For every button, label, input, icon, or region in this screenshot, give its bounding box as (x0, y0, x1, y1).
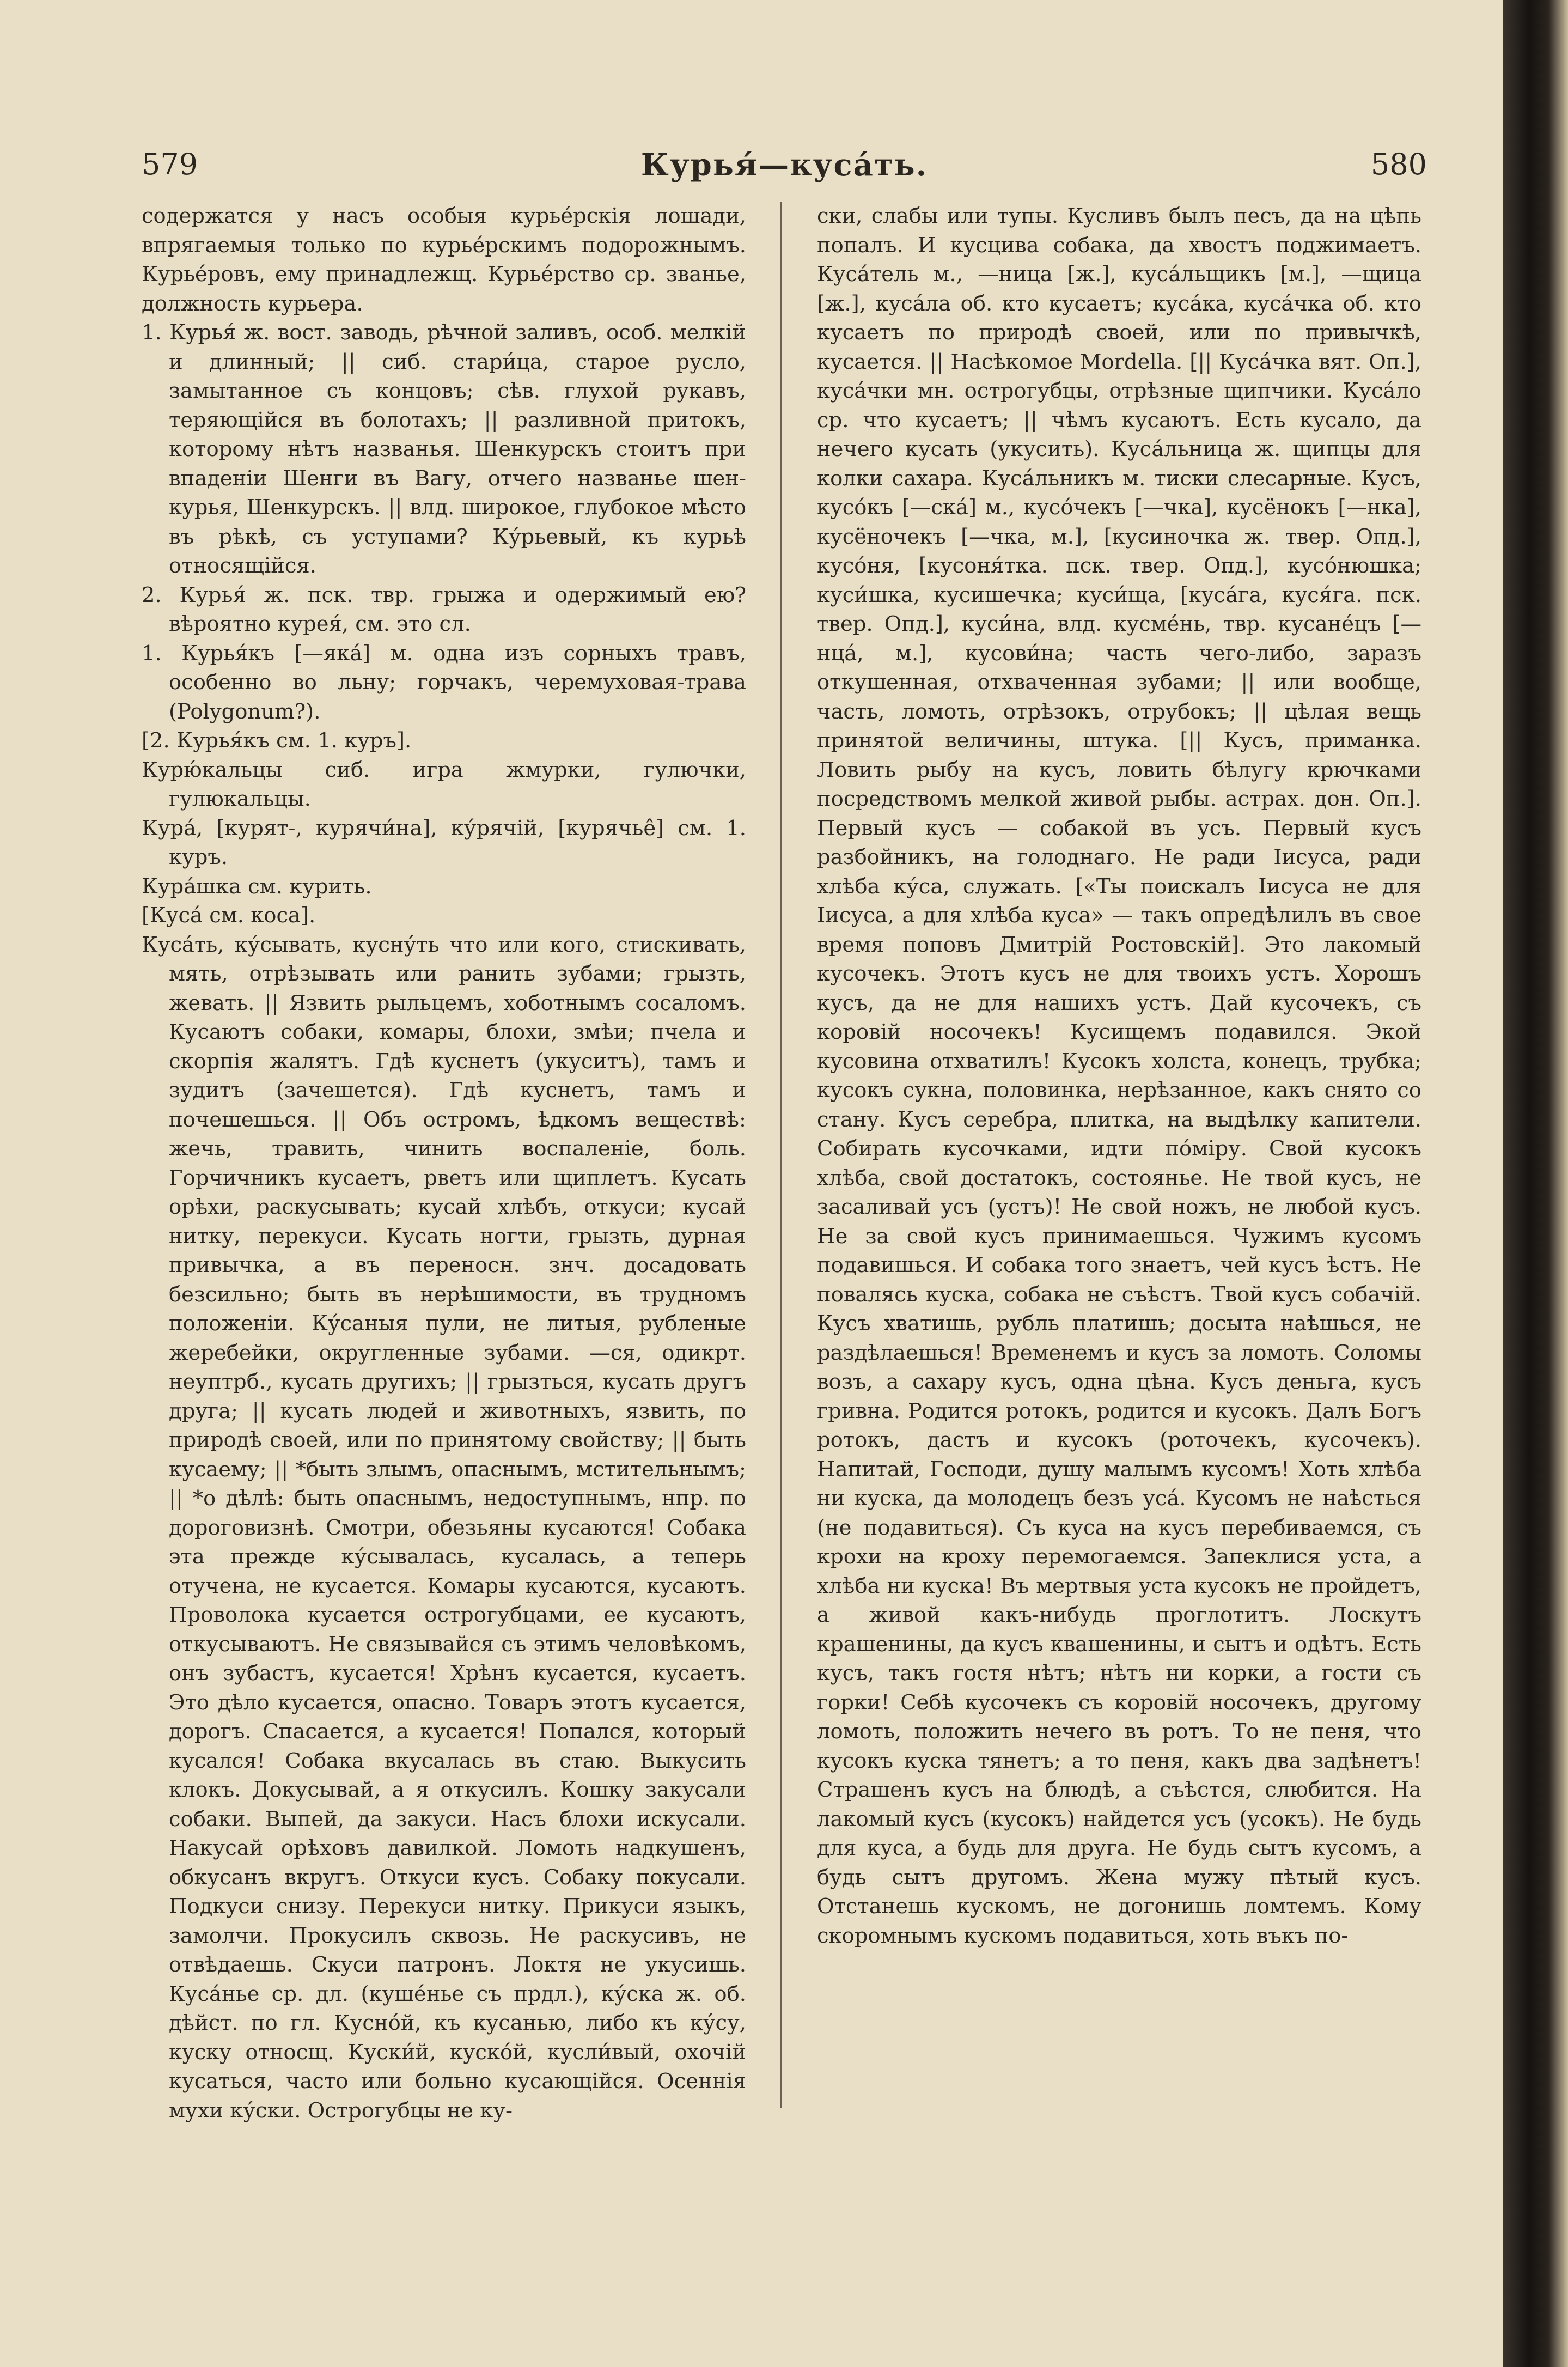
entry-kusat-continued: ски, слабы или тупы. Кусливъ былъ песъ, да на цѣпь попалъ. И кусцива собака, да хвостъ поджимаетъ. Куса́тель м., —ница [ж.], куса́льщикъ [м.], —щица [ж.], куса́ла об. кто кусаетъ; куса́ка, куса́чка об. кто кусаетъ по природѣ своей, или по привычкѣ, кусается. || Насѣкомое Mordella. [|| Куса́чка вят. Оп.], куса́чки мн. острогубцы, отрѣзные щипчики. Куса́ло ср. что кусаетъ; || чѣмъ кусаютъ. Есть кусало, да нечего кусать (укусить). Куса́льница ж. щипцы для колки сахара. Куса́льникъ м. тиски слесарные. Кусъ, кусо́къ [—ска́] м., кусо́чекъ [—чка], кусёнокъ [—нка], кусёночекъ [—чка, м.], [кусинoчка ж. твер. Опд.], кусо́ня, [кусоня́тка. пск. твер. Опд.], кусо́нюшка; куси́шка, кусишечка; куси́ща, [куса́га, куся́га. пск. твер. Опд.], куси́на, влд. кусме́нь, твр. кусане́цъ [—нца́, м.], кусови́на; часть чего-либо, заразъ откушенная, отхваченная зубами; || или вообще, часть, ломоть, отрѣзокъ, отрубокъ; || цѣлая вещь принятой величины, штука. [|| Кусъ, приманка. Ловить рыбу на кусъ, ловить бѣлугу крючками посредствомъ мелкой живой рыбы. астрах. дон. Оп.]. Первый кусъ — собакой въ усъ. Первый кусъ разбойникъ, на голоднаго. Не ради Іисуса, ради хлѣба ку́са, служать. [«Ты поискалъ Іисуса не для Іисуса, а для хлѣба куса» — такъ опредѣлилъ въ свое время поповъ Дмитрій Ростовскій]. Это лакомый кусочекъ. Этотъ кусъ не для твоихъ устъ. Хорошъ кусъ, да не для нашихъ устъ. Дай кусочекъ, съ коровій носочекъ! Кусищемъ подавился. Экой кусовина отхватилъ! Кусокъ холста, конецъ, трубка; кусокъ сукна, половинка, нерѣзанное, какъ снято со стану. Кусъ серебра, плитка, на выдѣлку капители. Собирать кусочками, идти по́міру. Свой кусокъ хлѣба, свой достатокъ, состоянье. Не твой кусъ, не засаливай усъ (устъ)! Не свой ножъ, не любой кусъ. Не за свой кусъ принимаешься. Чужимъ кусомъ подавишься. И собака того знаетъ, чей кусъ ѣстъ. Не повалясь куска, собака не съѣстъ. Твой кусъ собачій. Кусъ хватишь, рубль платишь; досыта наѣшься, не раздѣлаешься! Временемъ и кусъ за ломоть. Соломы возъ, а сахару кусъ, одна цѣна. Кусъ деньга, кусъ гривна. Родится ротокъ, родится и кусокъ. Далъ Богъ ротокъ, дастъ и кусокъ (роточекъ, кусочекъ). Напитай, Господи, душу малымъ кусомъ! Хоть хлѣба ни куска, да молодецъ безъ уса́. Кусомъ не наѣсться (не подавиться). Съ куса на кусъ перебиваемся, съ крохи на кроху перемогаемся. Запеклися уста, а хлѣба ни куска! Въ мертвыя уста кусокъ не пройдетъ, а живой какъ-нибудь проглотитъ. Лоскутъ крашенины, да кусъ квашенины, и сытъ и одѣтъ. Есть кусъ, такъ гостя нѣтъ; нѣтъ ни корки, а гости съ горки! Себѣ кусочекъ съ коровій носочекъ, другому ломоть, положить нечего въ ротъ. То не пеня, что кусокъ куска тянетъ; а то пеня, какъ два задѣнетъ! Страшенъ кусъ на блюдѣ, а съѣстся, слюбится. На лакомый кусъ (кусокъ) найдется усъ (усокъ). Не будь для куса, а будь для друга. Не будь сытъ кусомъ, а будь сытъ другомъ. Жена мужу пѣтый кусъ. Отстанешь кускомъ, не догонишь ломтемъ. Кому скоромнымъ кускомъ подавиться, хоть въкъ по- (817, 204, 1421, 1948)
page-header (142, 136, 1427, 185)
right-page-number: 580 (1370, 147, 1427, 181)
entry-kuryak-2: [2. Курья́къ см. 1. куръ]. (142, 728, 412, 753)
entry-kusat: Куса́ть, ку́сывать, кусну́ть что или кого, стискивать, мять, отрѣзывать или ранить зубами; грызть, жевать. || Язвить рыльцемъ, хоботнымъ сосаломъ. Кусаютъ собаки, комары, блохи, змѣи; пчела и скорпія жалятъ. Гдѣ куснетъ (укуситъ), тамъ и зудитъ (зачешется). Гдѣ куснетъ, тамъ и почешешься. || Объ остромъ, ѣдкомъ веществѣ: жечь, травить, чинить воспаленіе, боль. Горчичникъ кусаетъ, рветъ или щиплетъ. Кусать орѣхи, раскусывать; кусай хлѣбъ, откуси; кусай нитку, перекуси. Кусать ногти, грызть, дурная привычка, а въ переносн. знч. досадовать безсильно; быть въ нерѣшимости, въ трудномъ положеніи. Ку́саныя пули, не литыя, рубленые жеребейки, округленные зубами. —ся, одикрт. неуптрб., кусать другихъ; || грызться, кусать другъ друга; || кусать людей и животныхъ, язвить, по природѣ своей, или по принятому свойству; || быть кусаему; || *быть злымъ, опаснымъ, мстительнымъ; || *о дѣлѣ: быть опаснымъ, недоступнымъ, нпр. по дороговизнѣ. Смотри, обезьяны кусаются! Собака эта прежде ку́сывалась, кусалась, а теперь отучена, не кусается. Комары кусаются, кусаютъ. Проволока кусается острогубцами, ее кусаютъ, откусываютъ. Не связывайся съ этимъ человѣкомъ, онъ зубастъ, кусается! Хрѣнъ кусается, кусаетъ. Это дѣло кусается, опасно. Товаръ этотъ кусается, дорогъ. Спасается, а кусается! Попался, который кусался! Собака вкусалась въ стаю. Выкусить клокъ. Докусывай, а я откусилъ. Кошку закусали собаки. Выпей, да закуси. Насъ блохи искусали. Накусай орѣховъ давилкой. Ломоть надкушенъ, обкусанъ вкругъ. Откуси кусъ. Собаку покусали. Подкуси снизу. Перекуси нитку. Прикуси языкъ, замолчи. Прокусилъ сквозь. Не раскусивъ, не отвѣдаешь. Скуси патронъ. Локтя не укусишь. Куса́нье ср. дл. (куше́нье съ прдл.), ку́ска ж. об. дѣйст. по гл. Кусно́й, къ кусанью, либо къ ку́су, куску относщ. Куски́й, куско́й, кусли́вый, охочій кусаться, часто или больно кусающійся. Осеннія мухи ку́ски. Острогубцы не ку- (142, 932, 746, 2123)
running-title: Курья́—куса́ть. (640, 147, 928, 183)
entry-kurashka: Кура́шка см. курить. (142, 874, 372, 899)
entry-kuryak-1: 1. Курья́къ [—яка́] м. одна изъ сорныхъ травъ, особенно во льну; горчакъ, черемуховая-трава (Polygonum?). (142, 641, 746, 724)
left-page-number: 579 (142, 147, 198, 181)
entry-kuryukaltsy: Курю́кальцы сиб. игра жмурки, гулючки, гулюкальцы. (142, 757, 746, 811)
book-spine-shadow (1503, 0, 1568, 2367)
entry-kurya-2: 2. Курья́ ж. пск. твр. грыжа и одержимый ею? вѣроятно курея́, см. это сл. (142, 582, 746, 636)
column-divider (780, 202, 782, 2108)
right-text-column (817, 202, 1421, 1950)
entry-kurier-continued: содержатся у насъ особыя курье́рскія лошади, впрягаемыя только по курье́рскимъ подорожнымъ. Курье́ровъ, ему принадлежщ. Курье́рство ср. званье, должность курьера. (142, 204, 746, 316)
entry-kurya-1: 1. Курья́ ж. вост. заводь, рѣчной заливъ, особ. мелкій и длинный; || сиб. стари́ца, старое русло, замытанное съ концовъ; сѣв. глухой рукавъ, теряющійся въ болотахъ; || разливной притокъ, которому нѣтъ названья. Шенкурскъ стоитъ при впаденіи Шенги въ Вагу, отчего названье шен-курья, Шенкурскъ. || влд. широкое, глубокое мѣсто въ рѣкѣ, съ уступами? Ку́рьевый, къ курьѣ относящійся. (142, 320, 746, 578)
left-text-column (142, 202, 746, 2125)
entry-kura: Кура́, [курят-, курячи́на], ку́рячій, [курячье̂] см. 1. куръ. (142, 816, 746, 869)
entry-kusa: [Куса́ см. коса]. (142, 903, 316, 928)
